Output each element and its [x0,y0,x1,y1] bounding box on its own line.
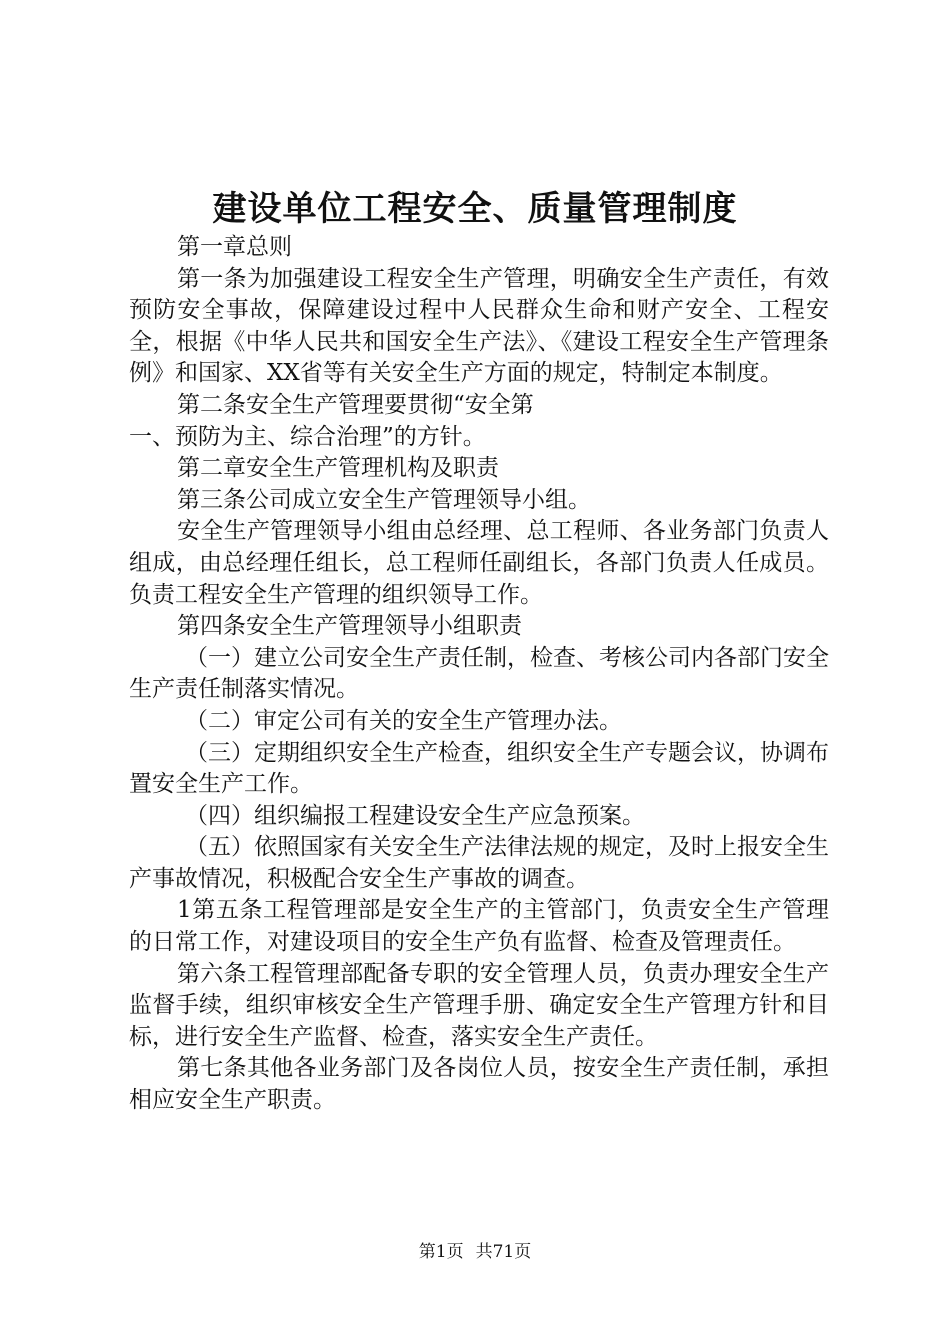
document-title: 建设单位工程安全、质量管理制度 [212,189,738,229]
paragraph: 一、预防为主、综合治理”的方针。 [129,423,486,450]
list-item: （四）组织编报工程建设安全生产应急预案。 [185,802,645,829]
paragraph: 1第五条工程管理部是安全生产的主管部门，负责安全生产管理的日常工作，对建设项目的安全生产负有监督、检查及管理责任。 [129,897,829,956]
paragraph: 第七条其他各业务部门及各岗位人员，按安全生产责任制，承担相应安全生产职责。 [129,1055,829,1114]
chapter-heading: 第二章安全生产管理机构及职责 [177,455,499,482]
paragraph: 第一条为加强建设工程安全生产管理，明确安全生产责任，有效预防安全事故，保障建设过程中人民群众生命和财产安全、工程安全，根据《中华人民共和国安全生产法》、《建设工程安全生产管理条例》和国家、XX省等有关安全生产方面的规定，特制定本制度。 [129,265,829,387]
paragraph: 安全生产管理领导小组由总经理、总工程师、各业务部门负责人组成，由总经理任组长，总工程师任副组长，各部门负责人任成员。负责工程安全生产管理的组织领导工作。 [129,518,829,608]
page-total: 共71页 [475,1242,532,1262]
list-item: （五）依照国家有关安全生产法律法规的规定，及时上报安全生产事故情况，积极配合安全生产事故的调查。 [129,834,829,892]
paragraph: 第六条工程管理部配备专职的安全管理人员，负责办理安全生产监督手续，组织审核安全生产管理手册、确定安全生产管理方针和目标，进行安全生产监督、检查，落实安全生产责任。 [129,960,829,1050]
page-footer [0,1240,950,1264]
list-item: （二）审定公司有关的安全生产管理办法。 [185,707,622,734]
page-number: 第1页 [418,1242,464,1262]
paragraph: 第三条公司成立安全生产管理领导小组。 [177,486,591,513]
list-item: （一）建立公司安全生产责任制，检查、考核公司内各部门安全生产责任制落实情况。 [129,644,829,703]
paragraph: 第四条安全生产管理领导小组职责 [177,613,522,640]
paragraph: 第二条安全生产管理要贯彻“安全第 [177,391,534,418]
list-item: （三）定期组织安全生产检查，组织安全生产专题会议，协调布置安全生产工作。 [129,739,829,798]
chapter-heading: 第一章总则 [177,234,292,260]
document-body [129,232,829,1117]
